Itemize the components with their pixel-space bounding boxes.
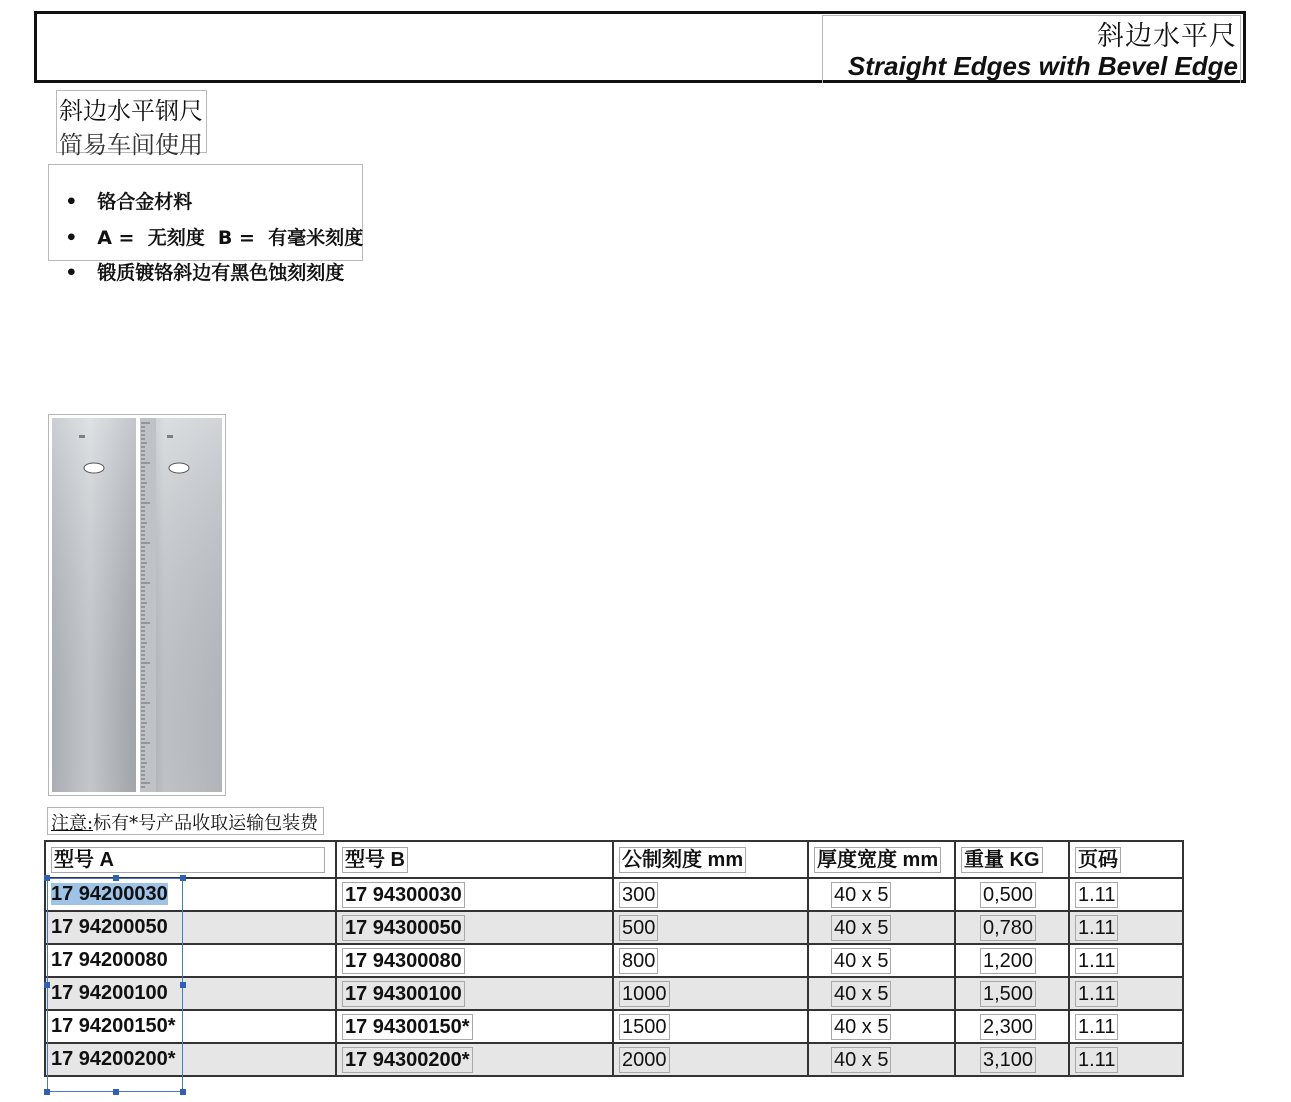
model-a-cell[interactable]: 17 94200100	[45, 977, 336, 1010]
metric-scale-cell[interactable]: 800	[613, 944, 808, 977]
spec-table	[44, 840, 1184, 1077]
header-metric-scale: 公制刻度 mm	[613, 841, 808, 878]
header-model-a: 型号 A	[45, 841, 336, 878]
title-chinese: 斜边水平尺	[1097, 21, 1237, 52]
feature-item	[52, 236, 344, 285]
metric-scale-cell[interactable]: 1000	[613, 977, 808, 1010]
shipping-note	[51, 809, 318, 835]
bullet-icon: •	[65, 191, 78, 213]
thickness-width-cell[interactable]: 40 x 5	[808, 977, 955, 1010]
model-b-cell[interactable]: 17 94300030	[336, 878, 613, 911]
model-b-cell[interactable]: 17 94300100	[336, 977, 613, 1010]
subtitle-line-2: 简易车间使用	[59, 131, 203, 159]
title-english: Straight Edges with Bevel Edge	[847, 51, 1238, 81]
model-b-cell[interactable]: 17 94300200*	[336, 1043, 613, 1076]
page-cell[interactable]: 1.11	[1069, 1010, 1183, 1043]
selection-handle[interactable]	[180, 1089, 186, 1095]
weight-cell[interactable]: 1,200	[955, 944, 1069, 977]
page-cell[interactable]: 1.11	[1069, 878, 1183, 911]
header-thickness-width: 厚度宽度 mm	[808, 841, 955, 878]
table-row	[45, 944, 1183, 977]
table-row	[45, 911, 1183, 944]
feature-text: 铬合金材料	[97, 191, 193, 213]
page-cell[interactable]: 1.11	[1069, 911, 1183, 944]
model-a-cell[interactable]: 17 94200050	[45, 911, 336, 944]
weight-cell[interactable]: 0,500	[955, 878, 1069, 911]
header-weight: 重量 KG	[955, 841, 1069, 878]
bullet-icon: •	[65, 227, 78, 249]
subtitle-line-1: 斜边水平钢尺	[59, 97, 203, 125]
thickness-width-cell[interactable]: 40 x 5	[808, 1043, 955, 1076]
straight-edge-icon	[49, 415, 225, 795]
thickness-width-cell[interactable]: 40 x 5	[808, 944, 955, 977]
weight-cell[interactable]: 3,100	[955, 1043, 1069, 1076]
bullet-icon: •	[65, 262, 78, 284]
weight-cell[interactable]: 1,500	[955, 977, 1069, 1010]
note-label: 注意:	[51, 813, 94, 834]
table-header-row	[45, 841, 1183, 878]
model-b-cell[interactable]: 17 94300080	[336, 944, 613, 977]
thickness-width-cell[interactable]: 40 x 5	[808, 911, 955, 944]
selection-handle[interactable]	[44, 1089, 50, 1095]
header-page: 页码	[1069, 841, 1183, 878]
model-b-cell[interactable]: 17 94300050	[336, 911, 613, 944]
note-text: 标有*号产品收取运输包装费	[93, 813, 319, 834]
table-row	[45, 1043, 1183, 1076]
table-row	[45, 878, 1183, 911]
table-row	[45, 977, 1183, 1010]
page-cell[interactable]: 1.11	[1069, 977, 1183, 1010]
feature-text: 锻质镀铬斜边有黑色蚀刻刻度	[97, 262, 345, 284]
page-cell[interactable]: 1.11	[1069, 944, 1183, 977]
model-a-cell[interactable]: 17 94200030	[45, 878, 336, 911]
product-photo	[48, 414, 226, 796]
metric-scale-cell[interactable]: 300	[613, 878, 808, 911]
weight-cell[interactable]: 0,780	[955, 911, 1069, 944]
table-row	[45, 1010, 1183, 1043]
model-b-cell[interactable]: 17 94300150*	[336, 1010, 613, 1043]
model-a-cell[interactable]: 17 94200080	[45, 944, 336, 977]
metric-scale-cell[interactable]: 500	[613, 911, 808, 944]
model-a-cell[interactable]: 17 94200150*	[45, 1010, 336, 1043]
model-a-cell[interactable]: 17 94200200*	[45, 1043, 336, 1076]
metric-scale-cell[interactable]: 1500	[613, 1010, 808, 1043]
thickness-width-cell[interactable]: 40 x 5	[808, 1010, 955, 1043]
header-model-b: 型号 B	[336, 841, 613, 878]
page-cell[interactable]: 1.11	[1069, 1043, 1183, 1076]
metric-scale-cell[interactable]: 2000	[613, 1043, 808, 1076]
thickness-width-cell[interactable]: 40 x 5	[808, 878, 955, 911]
weight-cell[interactable]: 2,300	[955, 1010, 1069, 1043]
feature-text: A = 无刻度 B = 有毫米刻度	[97, 227, 364, 249]
selection-handle[interactable]	[113, 1089, 119, 1095]
